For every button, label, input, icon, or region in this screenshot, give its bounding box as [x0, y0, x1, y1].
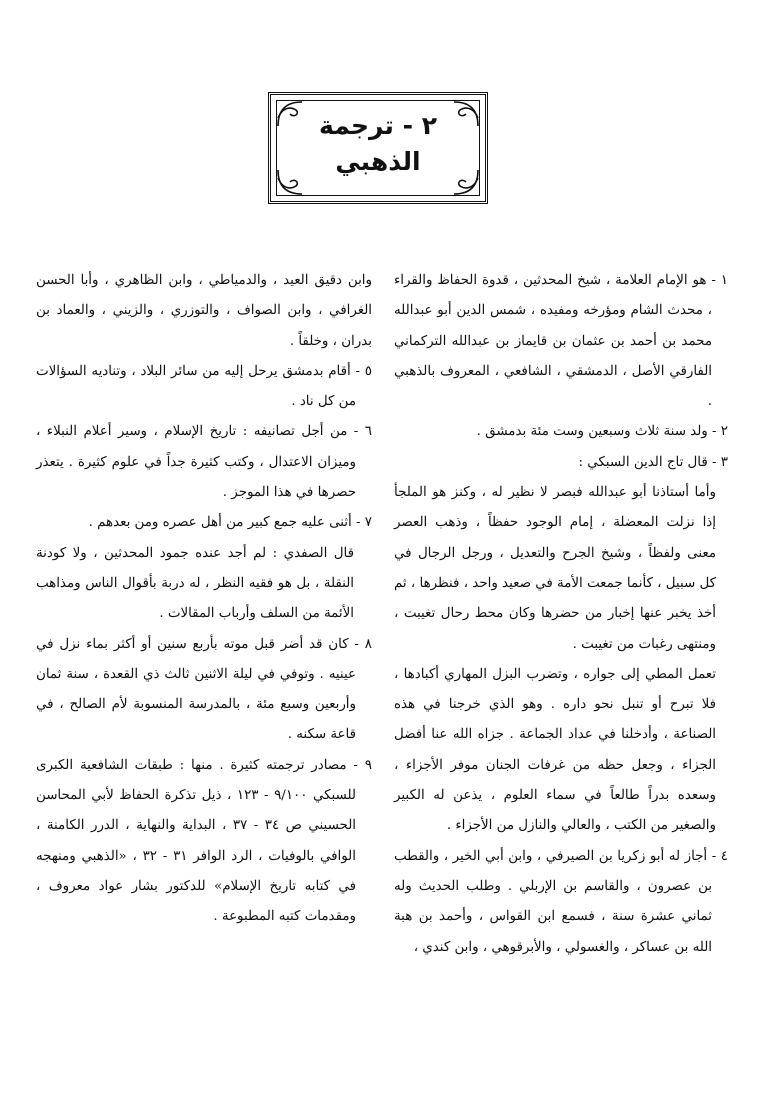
- quote-safadi: قال الصفدي : لم أجد عنده جمود المحدثين ، ولا كودنة النقلة ، بل هو فقيه النظر ، له دربة بأقوال الناس ومذاهب الأئمة من السلف وأرباب المقالات .: [36, 545, 354, 622]
- paragraph-9: ٩ - مصادر ترجمته كثيرة . منها : طبقات الشافعية الكبرى للسبكي ٩/١٠٠ - ١٢٣ ، ذيل تذكرة الحفاظ لأبي المحاسن الحسيني ص ٣٤ - ٣٧ ، البداية والنهاية ، الدرر الكامنة ، الوافي بالوفيات ، الرد الوافر ٣١ - ٣٢ ، «الذهبي ومنهجه في كتابه تاريخ الإسلام» للدكتور بشار عواد معروف ، ومقدمات كتبه المطبوعة .: [36, 757, 372, 925]
- page-title: [276, 108, 480, 180]
- paragraph-3: ٣ - قال تاج الدين السبكي :: [578, 454, 728, 470]
- left-column: [36, 266, 372, 933]
- paragraph-5: ٥ - أقام بدمشق يرحل إليه من سائر البلاد ، وتناديه السؤالات من كل ناد .: [36, 363, 372, 410]
- quote-paragraph-2: تعمل المطي إلى جواره ، وتضرب البزل المهاري أكبادها ، فلا تبرح أو تنبل نحو داره . وهو الذي خرجنا في هذه الصناعة ، وأدخلنا في عداد الجماعة . جزاه الله عنا أفضل الجزاء ، وجعل حظه من غرفات الجنان موفر الأجزاء ، وسعده بدراً طالعاً في سماء العلوم ، يذعن له الكبير والصغير من الكتب ، والعالي والنازل من الأجزاء .: [394, 666, 716, 834]
- paragraph-4: ٤ - أجاز له أبو زكريا بن الصيرفي ، وابن أبي الخير ، والقطب بن عصرون ، والقاسم بن الإربلي . وطلب الحديث وله ثماني عشرة سنة ، فسمع ابن القواس ، وأحمد بن هبة الله بن عساكر ، والغسولي ، والأبرقوهي ، وابن كندي ،: [394, 848, 728, 955]
- quote-paragraph-1: وأما أستاذنا أبو عبدالله فبصر لا نظير له ، وكنز هو الملجأ إذا نزلت المعضلة ، إمام الوجود حفظاً ، وذهب العصر معنى ولفظاً ، وشيخ الجرح والتعديل ، ورجل الرجال في كل سبيل ، كأنما جمعت الأمة في صعيد واحد ، فنظرها ، ثم أخذ يخبر عنها إخبار من حضرها وكان محط رحال تغيبت ، ومنتهى رغبات من تغيبت .: [394, 485, 716, 652]
- paragraph-2: ٢ - ولد سنة ثلاث وسبعين وست مئة بدمشق .: [476, 424, 728, 440]
- right-column: [394, 266, 728, 963]
- title-line-1: ٢ - ترجمة: [319, 111, 437, 140]
- title-line-2: الذهبي: [335, 147, 421, 176]
- paragraph-8: ٨ - كان قد أضر قبل موته بأربع سنين أو أكثر بماء نزل في عينيه . وتوفي في ليلة الاثنين ثالث ذي القعدة ، سنة ثمان وأربعين وسبع مئة ، بالمدرسة المنسوبة لأم الصالح ، في قاعة سكنه .: [36, 636, 372, 743]
- paragraph-6: ٦ - من أجل تصانيفه : تاريخ الإسلام ، وسير أعلام النبلاء ، وميزان الاعتدال ، وكتب كثيرة جداً في علوم كثيرة . يتعذر حصرها في هذا الموجز .: [36, 424, 372, 501]
- paragraph-4-continued: وابن دقيق العيد ، والدمياطي ، وابن الظاهري ، وأبا الحسن الغرافي ، وابن الصواف ، والتوزري ، والزيني ، والعماد بن بدران ، وخلقاً .: [36, 273, 372, 349]
- paragraph-7: ٧ - أثنى عليه جمع كبير من أهل عصره ومن بعدهم .: [88, 515, 372, 531]
- paragraph-1: ١ - هو الإمام العلامة ، شيخ المحدثين ، قدوة الحفاظ والقراء ، محدث الشام ومؤرخه ومفيده ، شمس الدين أبو عبدالله محمد بن أحمد بن عثمان بن قايماز بن عبدالله التركماني الفارقي الأصل ، الدمشقي ، الشافعي ، المعروف بالذهبي .: [394, 273, 728, 410]
